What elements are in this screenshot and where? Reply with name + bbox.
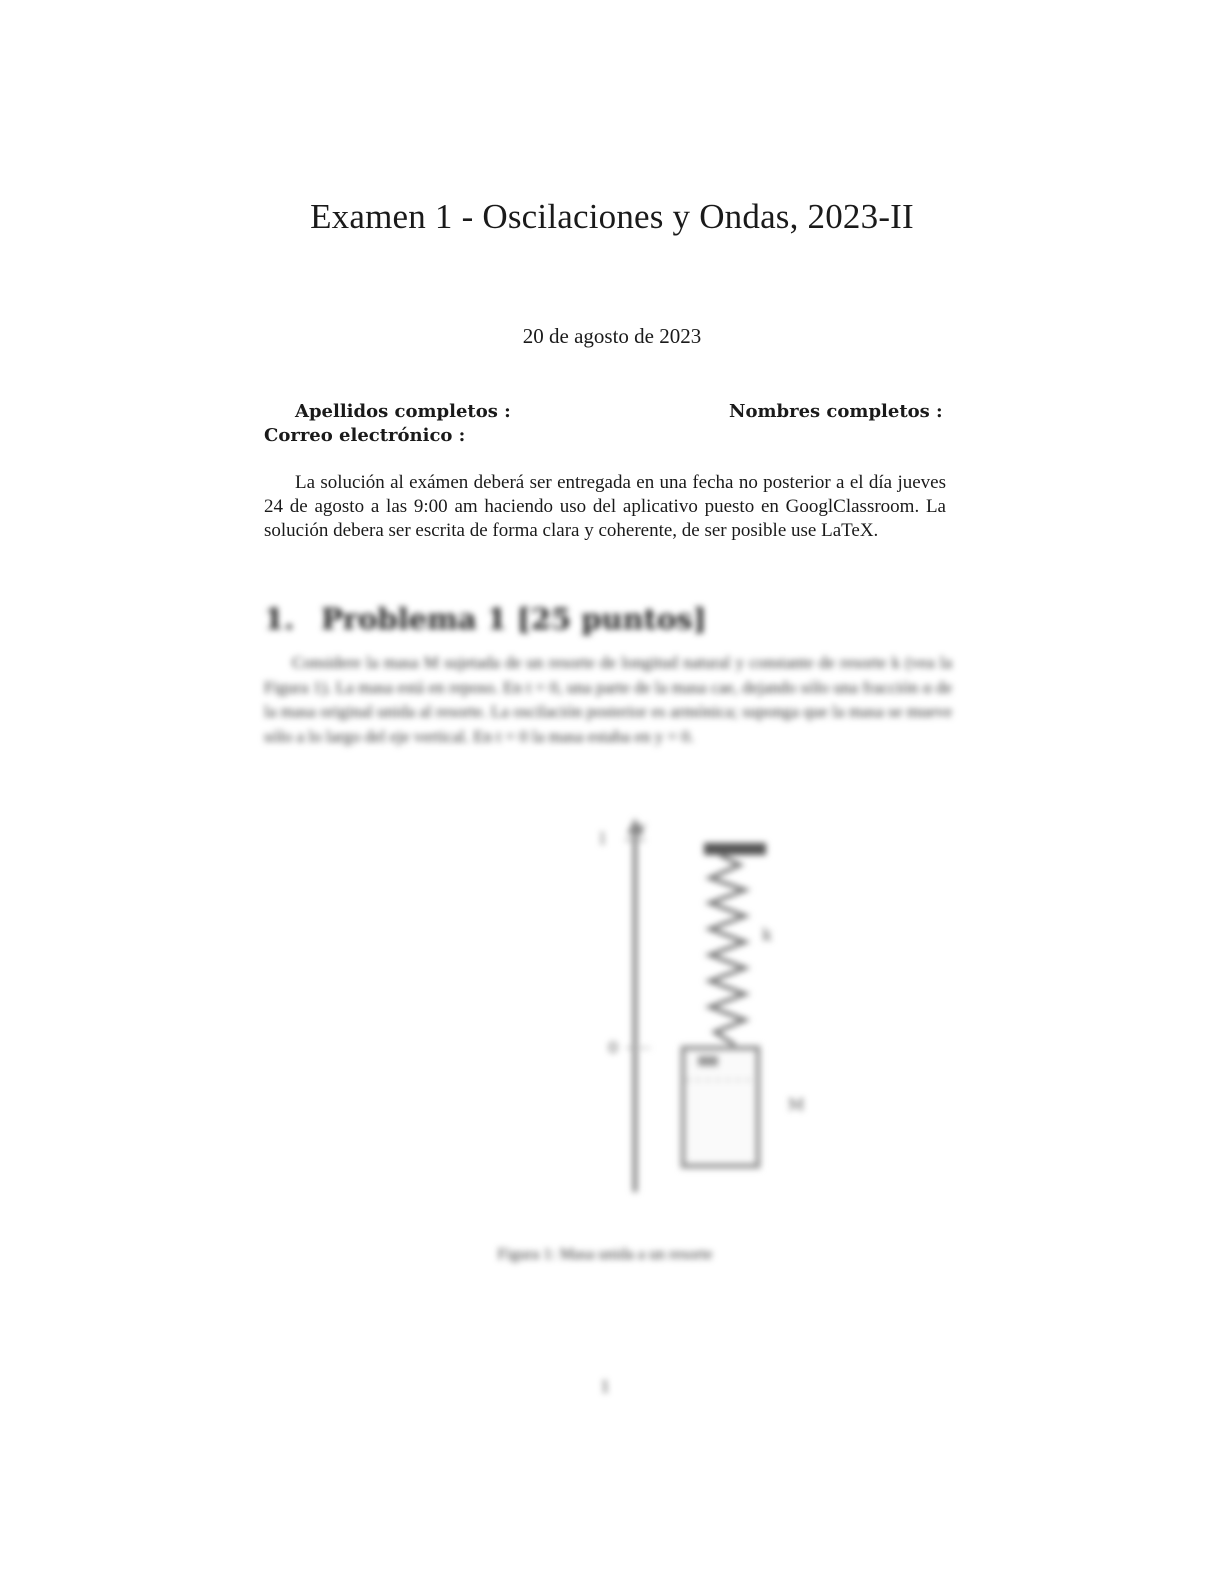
nombres-label: Nombres completos :	[729, 401, 943, 422]
ceiling-support	[704, 843, 766, 855]
mass-hook	[698, 1056, 718, 1066]
exam-date: 20 de agosto de 2023	[522, 324, 702, 348]
tick-l-label: l	[600, 829, 606, 848]
spring-coil	[710, 855, 745, 1045]
mass-label: M	[788, 1095, 805, 1114]
section-1-title: Problema 1 [25 puntos]	[321, 602, 707, 636]
mass-block	[683, 1048, 758, 1166]
exam-title: Examen 1 - Oscilaciones y Ondas, 2023-II	[310, 197, 914, 236]
spring-label: k	[762, 925, 772, 944]
instructions-paragraph: La solución al exámen deberá ser entregada en una fecha no posterior a el día jueves 24 de agosto a las 9:00 am haciendo uso del aplicativo puesto en GooglClassroom. La solución debera ser escrita de forma clara y coherente, de ser posible use LaTeX.	[264, 472, 946, 541]
section-1-number: 1.	[264, 602, 295, 636]
problem-1-text: Considere la masa M sujetada de un resorte de longitud natural y constante de resorte k (vea la Figura 1). La masa está en reposo. En t = 0, una parte de la masa cae, dejando sólo una fracción α de la masa original unida al resorte. La oscilación posterior es armónica; suponga que la masa se mueve sólo a lo largo del eje vertical. En t = 0 la masa estaba en y = 0.	[264, 653, 952, 746]
page-number: 1	[600, 1376, 610, 1396]
spring-mass-diagram	[580, 810, 840, 1210]
correo-label: Correo electrónico :	[264, 425, 466, 446]
spring-mass-figure	[580, 810, 840, 1210]
y-axis-label: y	[638, 820, 646, 836]
section-1-heading	[264, 602, 706, 636]
tick-0-label: 0	[608, 1038, 619, 1057]
figure-caption: Figura 1: Masa unida a un resorte	[497, 1246, 713, 1263]
apellidos-label: Apellidos completos :	[295, 401, 511, 422]
